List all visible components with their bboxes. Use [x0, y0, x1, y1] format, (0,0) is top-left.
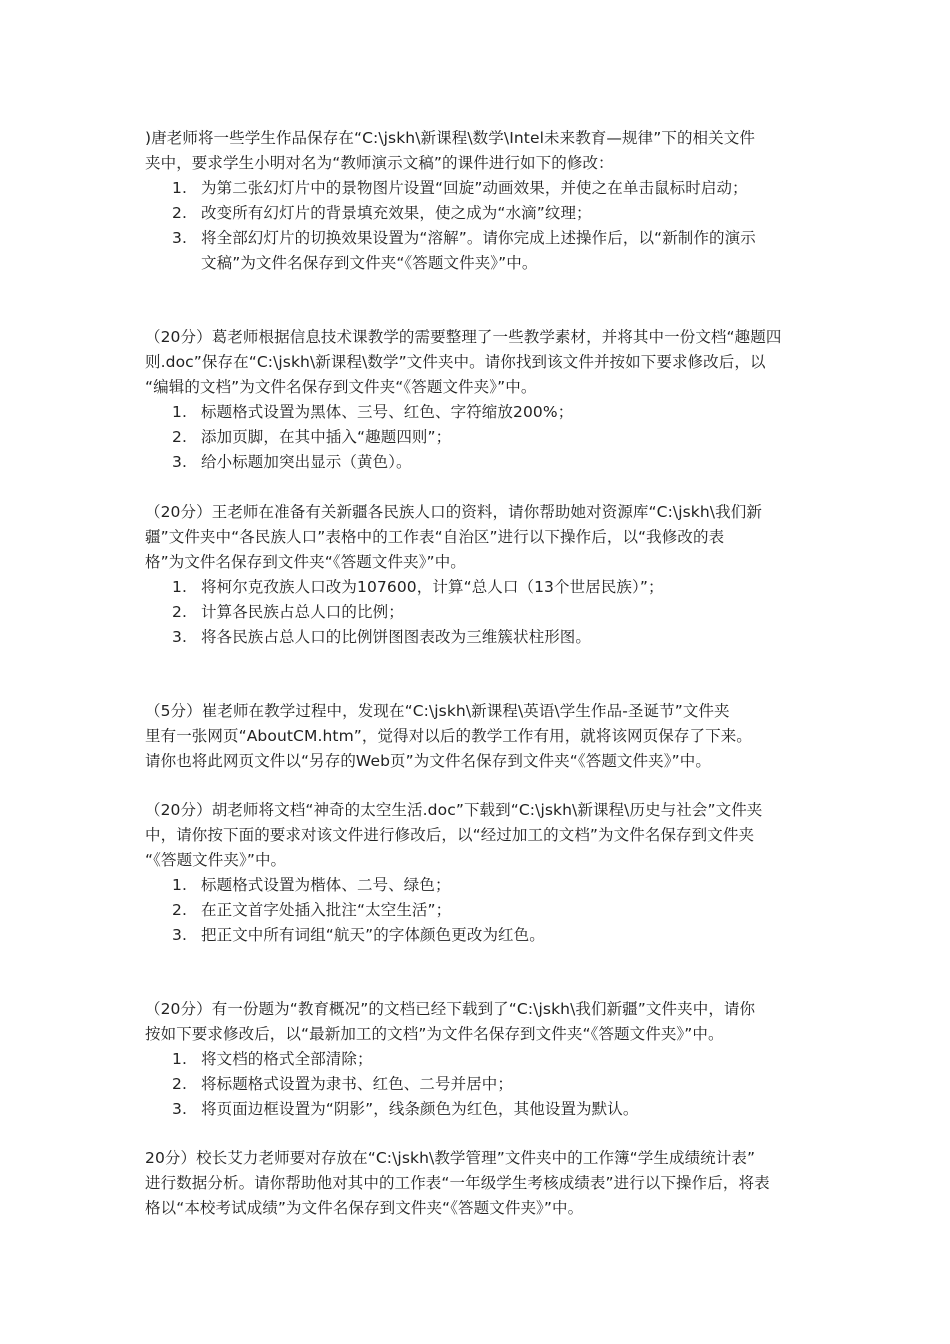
list-item: 将柯尔克孜族人口改为107600，计算“总人口（13个世居民族）”；: [201, 578, 664, 596]
paragraph-line: 进行数据分析。请你帮助他对其中的工作表“一年级学生考核成绩表”进行以下操作后，将表: [145, 1174, 770, 1192]
list-item: 改变所有幻灯片的背景填充效果，使之成为“水滴”纹理；: [201, 204, 592, 222]
paragraph-line: 格以“本校考试成绩”为文件名保存到文件夹“《答题文件夹》”中。: [145, 1199, 584, 1217]
list-item: 添加页脚，在其中插入“趣题四则”；: [201, 428, 452, 446]
paragraph-line: 按如下要求修改后，以“最新加工的文档”为文件名保存到文件夹“《答题文件夹》”中。: [145, 1025, 724, 1043]
list-item: 标题格式设置为黑体、三号、红色、字符缩放200%；: [201, 403, 574, 421]
paragraph-line: （5分）崔老师在教学过程中，发现在“C:\jskh\新课程\英语\学生作品-圣诞节”文件夹: [145, 702, 730, 720]
paragraph-line: 中，请你按下面的要求对该文件进行修改后，以“经过加工的文档”为文件名保存到文件夹: [145, 826, 755, 844]
list-number: 1.: [172, 876, 187, 894]
list-number: 2.: [172, 603, 187, 621]
paragraph-line: 里有一张网页“AboutCM.htm”，觉得对以后的教学工作有用，就将该网页保存了下来。: [145, 727, 752, 745]
paragraph-line: （20分）王老师在准备有关新疆各民族人口的资料，请你帮助她对资源库“C:\jskh\我们新: [145, 503, 762, 521]
paragraph-line: “《答题文件夹》”中。: [145, 851, 287, 869]
list-number: 2.: [172, 204, 187, 222]
list-number: 1.: [172, 578, 187, 596]
paragraph-line: 疆”文件夹中“各民族人口”表格中的工作表“自治区”进行以下操作后，以“我修改的表: [145, 528, 725, 546]
list-number: 1.: [172, 403, 187, 421]
list-item: 给小标题加突出显示（黄色）。: [201, 453, 412, 471]
list-number: 3.: [172, 926, 187, 944]
list-item: 标题格式设置为楷体、二号、绿色；: [201, 876, 451, 894]
list-number: 3.: [172, 628, 187, 646]
list-number: 1.: [172, 1050, 187, 1068]
list-number: 2.: [172, 1075, 187, 1093]
list-item: 将文档的格式全部清除；: [201, 1050, 373, 1068]
paragraph-line: （20分）有一份题为“教育概况”的文档已经下载到了“C:\jskh\我们新疆”文件夹中，请你: [145, 1000, 756, 1018]
list-number: 3.: [172, 453, 187, 471]
list-item: 在正文首字处插入批注“太空生活”；: [201, 901, 452, 919]
list-item: 计算各民族占总人口的比例；: [201, 603, 404, 621]
list-item: 为第二张幻灯片中的景物图片设置“回旋”动画效果，并使之在单击鼠标时启动；: [201, 179, 748, 197]
paragraph-line: )唐老师将一些学生作品保存在“C:\jskh\新课程\数学\Intel未来教育—规律”下的相关文件: [145, 129, 755, 147]
list-item: 将全部幻灯片的切换效果设置为“溶解”。请你完成上述操作后，以“新制作的演示: [201, 229, 756, 247]
list-item: 把正文中所有词组“航天”的字体颜色更改为红色。: [201, 926, 545, 944]
list-number: 1.: [172, 179, 187, 197]
paragraph-line: 格”为文件名保存到文件夹“《答题文件夹》”中。: [145, 553, 466, 571]
paragraph-line: 则.doc”保存在“C:\jskh\新课程\数学”文件夹中。请你找到该文件并按如下要求修改后，以: [145, 353, 766, 371]
list-number: 3.: [172, 1100, 187, 1118]
paragraph-line: （20分）胡老师将文档“神奇的太空生活.doc”下载到“C:\jskh\新课程\历史与社会”文件夹: [145, 801, 763, 819]
paragraph-line: 夹中，要求学生小明对名为“教师演示文稿”的课件进行如下的修改：: [145, 154, 614, 172]
paragraph-line: 20分）校长艾力老师要对存放在“C:\jskh\教学管理”文件夹中的工作簿“学生成绩统计表”: [145, 1149, 756, 1167]
paragraph-line: “编辑的文档”为文件名保存到文件夹“《答题文件夹》”中。: [145, 378, 537, 396]
list-number: 2.: [172, 901, 187, 919]
list-item: 将页面边框设置为“阴影”，线条颜色为红色，其他设置为默认。: [201, 1100, 639, 1118]
paragraph-line: 请你也将此网页文件以“另存的Web页”为文件名保存到文件夹“《答题文件夹》”中。: [145, 752, 711, 770]
list-number: 3.: [172, 229, 187, 247]
list-number: 2.: [172, 428, 187, 446]
list-item-continuation: 文稿”为文件名保存到文件夹“《答题文件夹》”中。: [201, 254, 538, 272]
list-item: 将标题格式设置为隶书、红色、二号并居中；: [201, 1075, 514, 1093]
paragraph-line: （20分）葛老师根据信息技术课教学的需要整理了一些教学素材，并将其中一份文档“趣题四: [145, 328, 782, 346]
list-item: 将各民族占总人口的比例饼图图表改为三维簇状柱形图。: [201, 628, 592, 646]
